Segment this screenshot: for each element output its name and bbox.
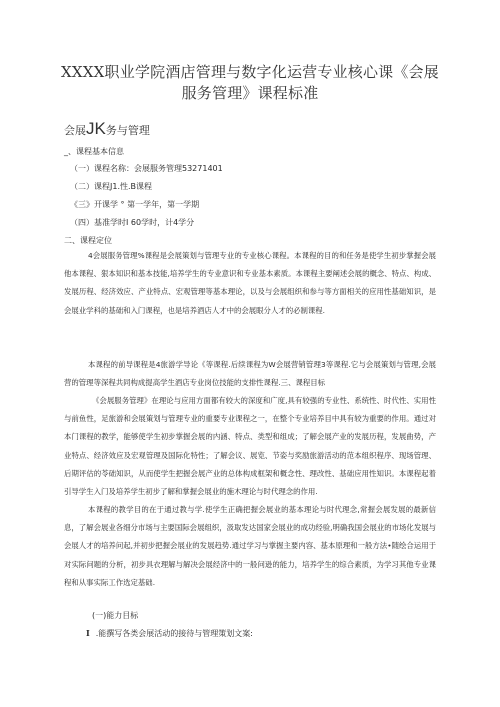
info-course-hours: （四）基准学时I 60学时，计4学分 xyxy=(70,218,195,227)
subtitle-suffix: 务与管理 xyxy=(105,124,150,137)
ability-item-1 xyxy=(86,628,253,639)
ability-item-1-text: .能撰写各类会展活动的接待与管理策划文案: xyxy=(95,629,253,638)
paragraph-4: 本课程的教学目的在于通过教与学.使学生正确把握会展业的基本理论与时代理念,常握会展发展的最新信息，了解会展业各细分市场与主要国际会展组织，汲取发达国家会展业的成功经验,明确我国会展业的市场化发展与会展人才的培养问起,并初步把握会展业的发展趋势.通过学习与掌握主要内容、基本原理和一般方法•随绘合运用于对实际问题的分析，初步具衣理解与解决会展经济中的一般问逊的能力，培养学生的综合素质，为学习其他专业课程和从事实际工作选定基础. xyxy=(64,505,436,587)
section-basic-heading: _、课程基本信息 xyxy=(64,147,124,156)
paragraph-1: 4会展服务管理%课程是会展策划与管理专业的专业核心课程。本课程的目的和任务是使学生初步掌握会展他本课程、狠本知识和基本技能,培养学生的专业意识和专业基本素质。本课程主要阐述会展的概念、特点、构成、发展历程、经济效应、产业特点、宏观管理等基本理论，以及与会展组织和参与等方面相关的应用性基础知识，是会展业学科的基础和入门课程，也是培养酒店人才中的会展眼分人才的必制课程. xyxy=(64,251,436,315)
paragraph-3: 《会展服务管理》在理论与应用方面都有较大的深度和广度,具有较强的专业性、系统性、时代性、实用性与前鱼性，足旅游和会展策划与管理专业的重要专业课程之一，在整个专业培养目中具有较为重要的作用。通过对本门课程的教学，能够使学生初步掌握会展的内涵、特点、类型和组成；了解会展产业的发展历程，发展曲势，产业特点、经济效应及宏观管理及国际化特性；了解会议、展览、节姿与奖励旅游活动的范本组织程序、现场管理、后期评估的苓础知识，从而使学生把握会展产业的总体构成框架和概念性、理改性、基础应用性知识。本课程起着引导学生入门及培养学生初步了解和掌握会展业的施木理论与时代理念的作用. xyxy=(64,396,436,497)
subtitle-prefix: 会展 xyxy=(64,124,86,137)
subtitle-big: JK xyxy=(86,119,106,138)
info-course-term: 《三》开课学 ° 第一学年，第一学期 xyxy=(70,200,200,209)
ability-goal-heading: (一)能力目标 xyxy=(92,611,139,620)
info-course-type: （二）课程J1.性.B课程 xyxy=(70,182,153,191)
document-title: XXXX职业学院酒店管理与数字化运营专业核心课《会展服务管理》课程标准 xyxy=(61,63,439,102)
section-position-heading: 二、课程定位 xyxy=(64,236,112,245)
info-course-name: （一）课程名称：会展服务管理53271401 xyxy=(70,164,223,173)
paragraph-2: 本课程的前导课程是4旅游学导论《等课程.后续课程为W会展营销管理3等课程.它与会展策划与管理,会展营的管理等深程共同构成提高学生酒店专业岗位技能的支排性课程.三、课程目标 xyxy=(64,360,436,388)
ability-item-1-number: I xyxy=(86,628,90,638)
document-subtitle xyxy=(64,119,150,139)
